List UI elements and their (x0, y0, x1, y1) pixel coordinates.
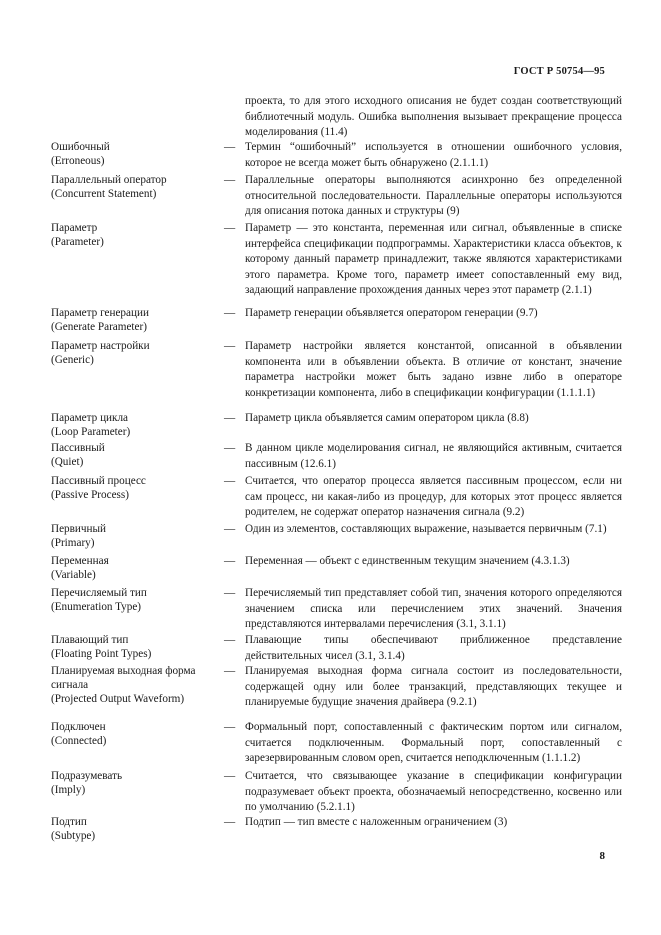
term-ru: Ошибочный (51, 141, 110, 153)
term (51, 522, 216, 550)
term (51, 815, 216, 843)
term (51, 720, 216, 748)
definition: Параметр настройки является константой, описанной в объявлении компонента или в объявлении объекта. В отличие от констант, значение параметра настройки может быть задано извне либо в операторе конкретизации компонента, либо в спецификации конфигурации (1.1.1.1) (245, 340, 622, 399)
definition: Плавающие типы обеспечивают приближенное представление действительных чисел (3.1, 3.1.4) (245, 634, 622, 662)
definition: Планируемая выходная форма сигнала состоит из последовательности, содержащей одну или более транзакций, представляющих текущее и планируемые будущие значения драйвера (9.2.1) (245, 665, 622, 708)
term (51, 306, 216, 334)
term (51, 474, 216, 502)
dash: — (224, 523, 236, 535)
definition: В данном цикле моделирования сигнал, не являющийся активным, считается пассивным (12.6.1) (245, 442, 622, 470)
term (51, 769, 216, 797)
term-ru: Параметр настройки (51, 340, 150, 352)
term (51, 339, 216, 367)
dash: — (224, 770, 236, 782)
term-ru: Переменная (51, 555, 109, 567)
term-en: (Erroneous) (51, 155, 105, 167)
definition: Один из элементов, составляющих выражение, называется первичным (7.1) (245, 523, 607, 535)
term-ru: Параметр цикла (51, 412, 129, 424)
definition: Подтип — тип вместе с наложенным ограничением (3) (245, 816, 508, 828)
term-ru: Подтип (51, 816, 87, 828)
definition: Перечисляемый тип представляет собой тип, значения которого определяются значением списка или перечислением этих значений. Значения представляются интервалами перечисления (3.1, 3.1.1) (245, 587, 622, 630)
term-ru: Параметр (51, 222, 98, 234)
term-ru: Параметр генерации (51, 307, 149, 319)
definition: Параметр — это константа, переменная или сигнал, объявленные в списке интерфейса спецификации подпрограммы. Характеристики класса объектов, к которому данный параметр принадлежит, также являются характеристиками этого параметра. Кроме того, параметр имеет сопоставленный ему вид, задающий направление прохождения данных через этот параметр (2.1.1) (245, 222, 622, 296)
term (51, 664, 216, 706)
dash: — (224, 816, 236, 828)
dash: — (224, 340, 236, 352)
term-en: (Enumeration Type) (51, 601, 142, 613)
term (51, 221, 216, 249)
term-ru: Параллельный оператор (51, 174, 167, 186)
dash: — (224, 412, 236, 424)
definition: Термин “ошибочный” используется в отношении ошибочного условия, которое не всегда может быть обнаружено (2.1.1.1) (245, 141, 622, 169)
term-en: (Subtype) (51, 830, 96, 842)
dash: — (224, 587, 236, 599)
term-ru: Перечисляемый тип (51, 587, 147, 599)
dash: — (224, 442, 236, 454)
term-ru: Пассивный процесс (51, 475, 146, 487)
term-ru: Первичный (51, 523, 107, 535)
term-en: (Generic) (51, 354, 94, 366)
dash: — (224, 665, 236, 677)
term (51, 633, 216, 661)
term-ru: Подключен (51, 721, 106, 733)
term-ru: Пассивный (51, 442, 105, 454)
term-en: (Projected Output Waveform) (51, 693, 185, 705)
page-number: 8 (599, 850, 605, 862)
term (51, 173, 216, 201)
definition: Считается, что связывающее указание в спецификации конфигурации подразумевает объект проекта, обозначаемый непосредственно, косвенно или по умолчанию (5.2.1.1) (245, 770, 622, 813)
definition: Параметр цикла объявляется самим оператором цикла (8.8) (245, 412, 529, 424)
term (51, 586, 216, 614)
term-en: (Quiet) (51, 456, 84, 468)
term (51, 441, 216, 469)
term-en: (Variable) (51, 569, 96, 581)
dash: — (224, 222, 236, 234)
definition: Параметр генерации объявляется оператором генерации (9.7) (245, 307, 538, 319)
dash: — (224, 555, 236, 567)
term-en: (Floating Point Types) (51, 648, 152, 660)
term-en: (Loop Parameter) (51, 426, 131, 438)
term-en: (Connected) (51, 735, 107, 747)
dash: — (224, 475, 236, 487)
document-code-header: ГОСТ Р 50754—95 (513, 66, 605, 77)
definition: Формальный порт, сопоставленный с фактическим портом или сигналом, считается подключенным. Формальный порт, сопоставленный с зарезервированным словом open, считается неподключенным (1.1.1.2) (245, 721, 622, 764)
dash: — (224, 174, 236, 186)
term-en: (Parameter) (51, 236, 104, 248)
term (51, 411, 216, 439)
dash: — (224, 634, 236, 646)
dash: — (224, 307, 236, 319)
term-en: (Concurrent Statement) (51, 188, 157, 200)
definition: Считается, что оператор процесса является пассивным процессом, если ни сам процесс, ни какая-либо из процедур, для которых этот процесс является родителем, не содержат оператор назначения сигнала (9.2) (245, 475, 622, 518)
continued-definition-text: проекта, то для этого исходного описания не будет создан соответствующий библиотечный модуль. Ошибка выполнения вызывает прекращение процесса моделирования (11.4) (245, 95, 622, 138)
term-ru: Плавающий тип (51, 634, 129, 646)
term-en: (Generate Parameter) (51, 321, 147, 333)
term (51, 554, 216, 582)
term (51, 140, 216, 168)
term-ru: Подразумевать (51, 770, 123, 782)
term-en: (Imply) (51, 784, 86, 796)
dash: — (224, 721, 236, 733)
term-en: (Primary) (51, 537, 95, 549)
term-en: (Passive Process) (51, 489, 129, 501)
dash: — (224, 141, 236, 153)
term-ru: Планируемая выходная форма сигнала (51, 665, 196, 691)
definition: Переменная — объект с единственным текущим значением (4.3.1.3) (245, 555, 570, 567)
definition: Параллельные операторы выполняются асинхронно без определенной относительной последовательности. Параллельные операторы используются для описания потока данных и структуры (9) (245, 174, 622, 217)
